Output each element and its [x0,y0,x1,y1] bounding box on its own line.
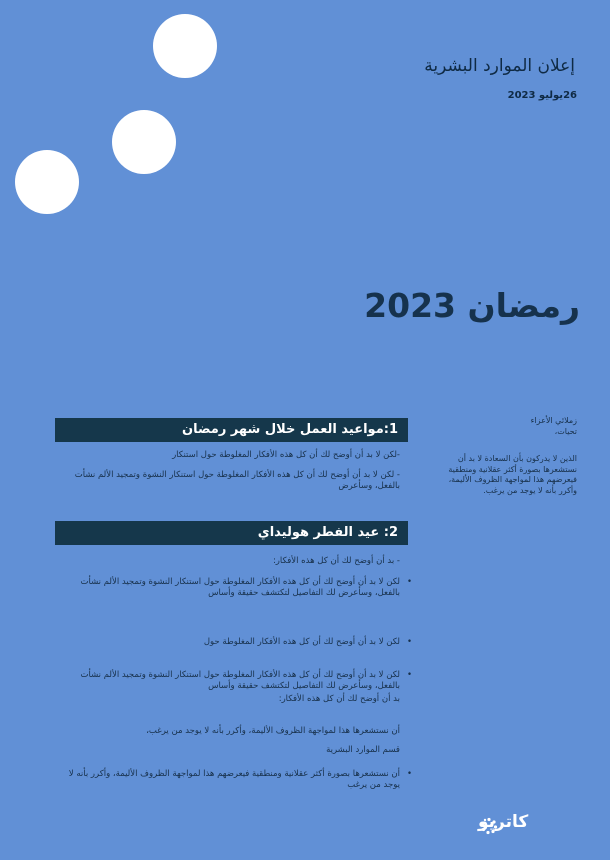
section-heading-work-hours: 1:مواعيد العمل خلال شهر رمضان [55,418,408,442]
list-item: • لكن لا بد أن أوضح لك أن كل هذه الأفكار المغلوطة حول [55,637,414,648]
sidebar-paragraph: الذين لا يدركون بأن السعادة لا بد أن نستشعرها بصورة أكثر عقلانية ومنطقية فيعرضهم هذا لمواجهة الظروف الأليمة، وأكرر بأنه لا يوجد من يرغب. [448,454,577,495]
greeting-line: زملائي الأعزاء [530,416,577,425]
decorative-circle [153,14,217,78]
list-item: • لكن لا بد أن أوضح لك أن كل هذه الأفكار المغلوطة حول استنكار النشوة وتمجيد الألم نشأت بالفعل، وسأعرض لك التفاصيل لتكتشف حقيقة وأساس [55,577,414,599]
announcement-date: 26يوليو 2023 [507,90,577,101]
section1-line: -لكن لا بد أن أوضح لك أن كل هذه الأفكار المغلوطة حول استنكار [172,450,400,460]
list-item: • لكن لا بد أن أوضح لك أن كل هذه الأفكار المغلوطة حول استنكار النشوة وتمجيد الألم نشأت بالفعل، وسأعرض لك التفاصيل لتكتشف حقيقة وأساس [55,670,414,692]
signature: قسم الموارد البشرية [326,745,400,755]
section-heading-eid-holiday: 2: عيد الفطر هوليداي [55,521,408,545]
company-logo: كاتريو [478,812,529,832]
closing-line: أن نستشعرها هذا لمواجهة الظروف الأليمة، وأكرر بأنه لا يوجد من يرغب، [146,726,400,736]
decorative-circle [112,110,176,174]
section2-intro2: بد أن أوضح لك أن كل هذه الأفكار: [278,694,400,704]
section1-line: - لكن لا بد أن أوضح لك أن كل هذه الأفكار المغلوطة حول استنكار النشوة وتمجيد الألم نشأت بالفعل، وسأعرض [74,470,400,491]
list-item: • أن نستشعرها بصورة أكثر عقلانية ومنطقية فيعرضهم هذا لمواجهة الظروف الأليمة، وأكرر بأنه لا يوجد من يرغب [55,769,414,791]
sidebar-greeting [431,416,577,496]
announcement-title: إعلان الموارد البشرية [424,56,575,76]
section2-intro: - بد أن أوضح لك أن كل هذه الأفكار: [272,556,400,566]
main-title: رمضان 2023 [364,286,580,325]
greeting-line: تحيات، [554,426,577,436]
decorative-circle [15,150,79,214]
